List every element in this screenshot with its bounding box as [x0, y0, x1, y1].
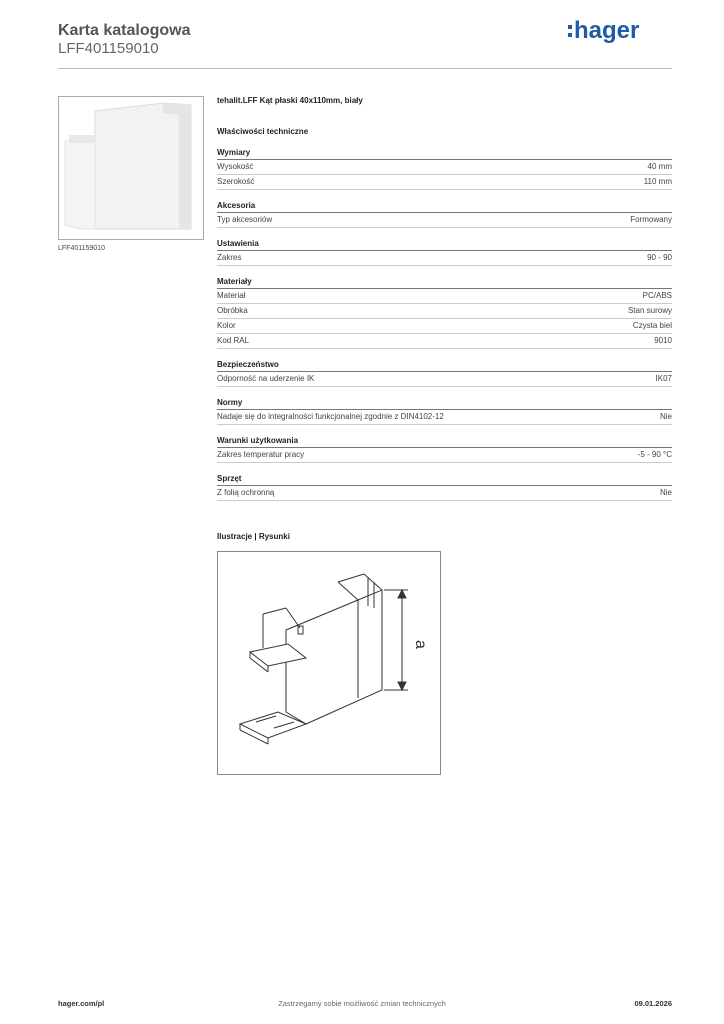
- section-title: Właściwości techniczne: [217, 127, 309, 136]
- spec-label: Zakres temperatur pracy: [217, 450, 305, 459]
- illustrations-title: Ilustracje | Rysunki: [217, 532, 290, 541]
- page-title: Karta katalogowa: [58, 22, 191, 39]
- spec-content: [217, 96, 672, 512]
- spec-label: Odporność na uderzenie IK: [217, 374, 315, 383]
- spec-label: Materiał: [217, 291, 246, 300]
- spec-row: [217, 319, 672, 334]
- spec-row: [217, 213, 672, 228]
- spec-label: Obróbka: [217, 306, 248, 315]
- spec-value: IK07: [655, 374, 672, 383]
- spec-row: [217, 334, 672, 349]
- spec-row: [217, 410, 672, 425]
- spec-row: [217, 251, 672, 266]
- spec-label: Kolor: [217, 321, 236, 330]
- spec-group: [217, 201, 672, 228]
- brand-text: hager: [574, 17, 640, 44]
- spec-value: Czysta biel: [632, 321, 672, 330]
- spec-label: Typ akcesoriów: [217, 215, 273, 224]
- spec-value: 90 - 90: [647, 253, 672, 262]
- spec-group-title: Akcesoria: [217, 201, 672, 213]
- spec-group-title: Materiały: [217, 277, 672, 289]
- spec-row: [217, 160, 672, 175]
- spec-value: Formowany: [630, 215, 672, 224]
- spec-value: PC/ABS: [642, 291, 672, 300]
- spec-group-title: Warunki użytkowania: [217, 436, 672, 448]
- spec-group-title: Wymiary: [217, 148, 672, 160]
- spec-value: Stan surowy: [627, 306, 672, 315]
- spec-value: 110 mm: [643, 177, 672, 186]
- spec-row: [217, 289, 672, 304]
- spec-group: [217, 436, 672, 463]
- spec-row: [217, 304, 672, 319]
- spec-group-title: Ustawienia: [217, 239, 672, 251]
- spec-row: [217, 175, 672, 190]
- spec-group: [217, 360, 672, 387]
- product-thumbnail: [58, 96, 204, 240]
- spec-row: [217, 486, 672, 501]
- spec-value: Nie: [659, 412, 672, 421]
- spec-label: Nadaje się do integralności funkcjonalnej zgodnie z DIN4102-12: [217, 412, 444, 421]
- spec-value: 9010: [654, 336, 672, 345]
- spec-group-title: Normy: [217, 398, 672, 410]
- spec-label: Wysokość: [217, 162, 254, 171]
- footer-disclaimer: Zastrzegamy sobie możliwość zmian technicznych: [278, 999, 446, 1008]
- spec-label: Kod RAL: [217, 336, 250, 345]
- spec-group: [217, 239, 672, 266]
- product-code: LFF401159010: [58, 40, 159, 57]
- spec-value: 40 mm: [647, 162, 672, 171]
- spec-label: Szerokość: [217, 177, 255, 186]
- spec-row: [217, 372, 672, 387]
- dimension-label: a: [412, 640, 429, 649]
- spec-groups: [217, 148, 672, 501]
- spec-label: Zakres: [217, 253, 242, 262]
- spec-group: [217, 277, 672, 349]
- spec-value: Nie: [659, 488, 672, 497]
- hager-logo: [566, 16, 656, 46]
- spec-group: [217, 148, 672, 190]
- technical-drawing: [217, 551, 441, 775]
- thumbnail-caption: LFF401159010: [58, 245, 105, 252]
- spec-value: -5 - 90 °C: [637, 450, 672, 459]
- footer-website: hager.com/pl: [58, 999, 105, 1008]
- spec-group: [217, 398, 672, 425]
- spec-group-title: Sprzęt: [217, 474, 672, 486]
- spec-group: [217, 474, 672, 501]
- product-title: tehalit.LFF Kąt płaski 40x110mm, biały: [217, 96, 363, 105]
- spec-row: [217, 448, 672, 463]
- spec-group-title: Bezpieczeństwo: [217, 360, 672, 372]
- spec-label: Z folią ochronną: [217, 488, 275, 497]
- header-divider: [58, 68, 672, 69]
- footer-date: 09.01.2026: [634, 999, 672, 1008]
